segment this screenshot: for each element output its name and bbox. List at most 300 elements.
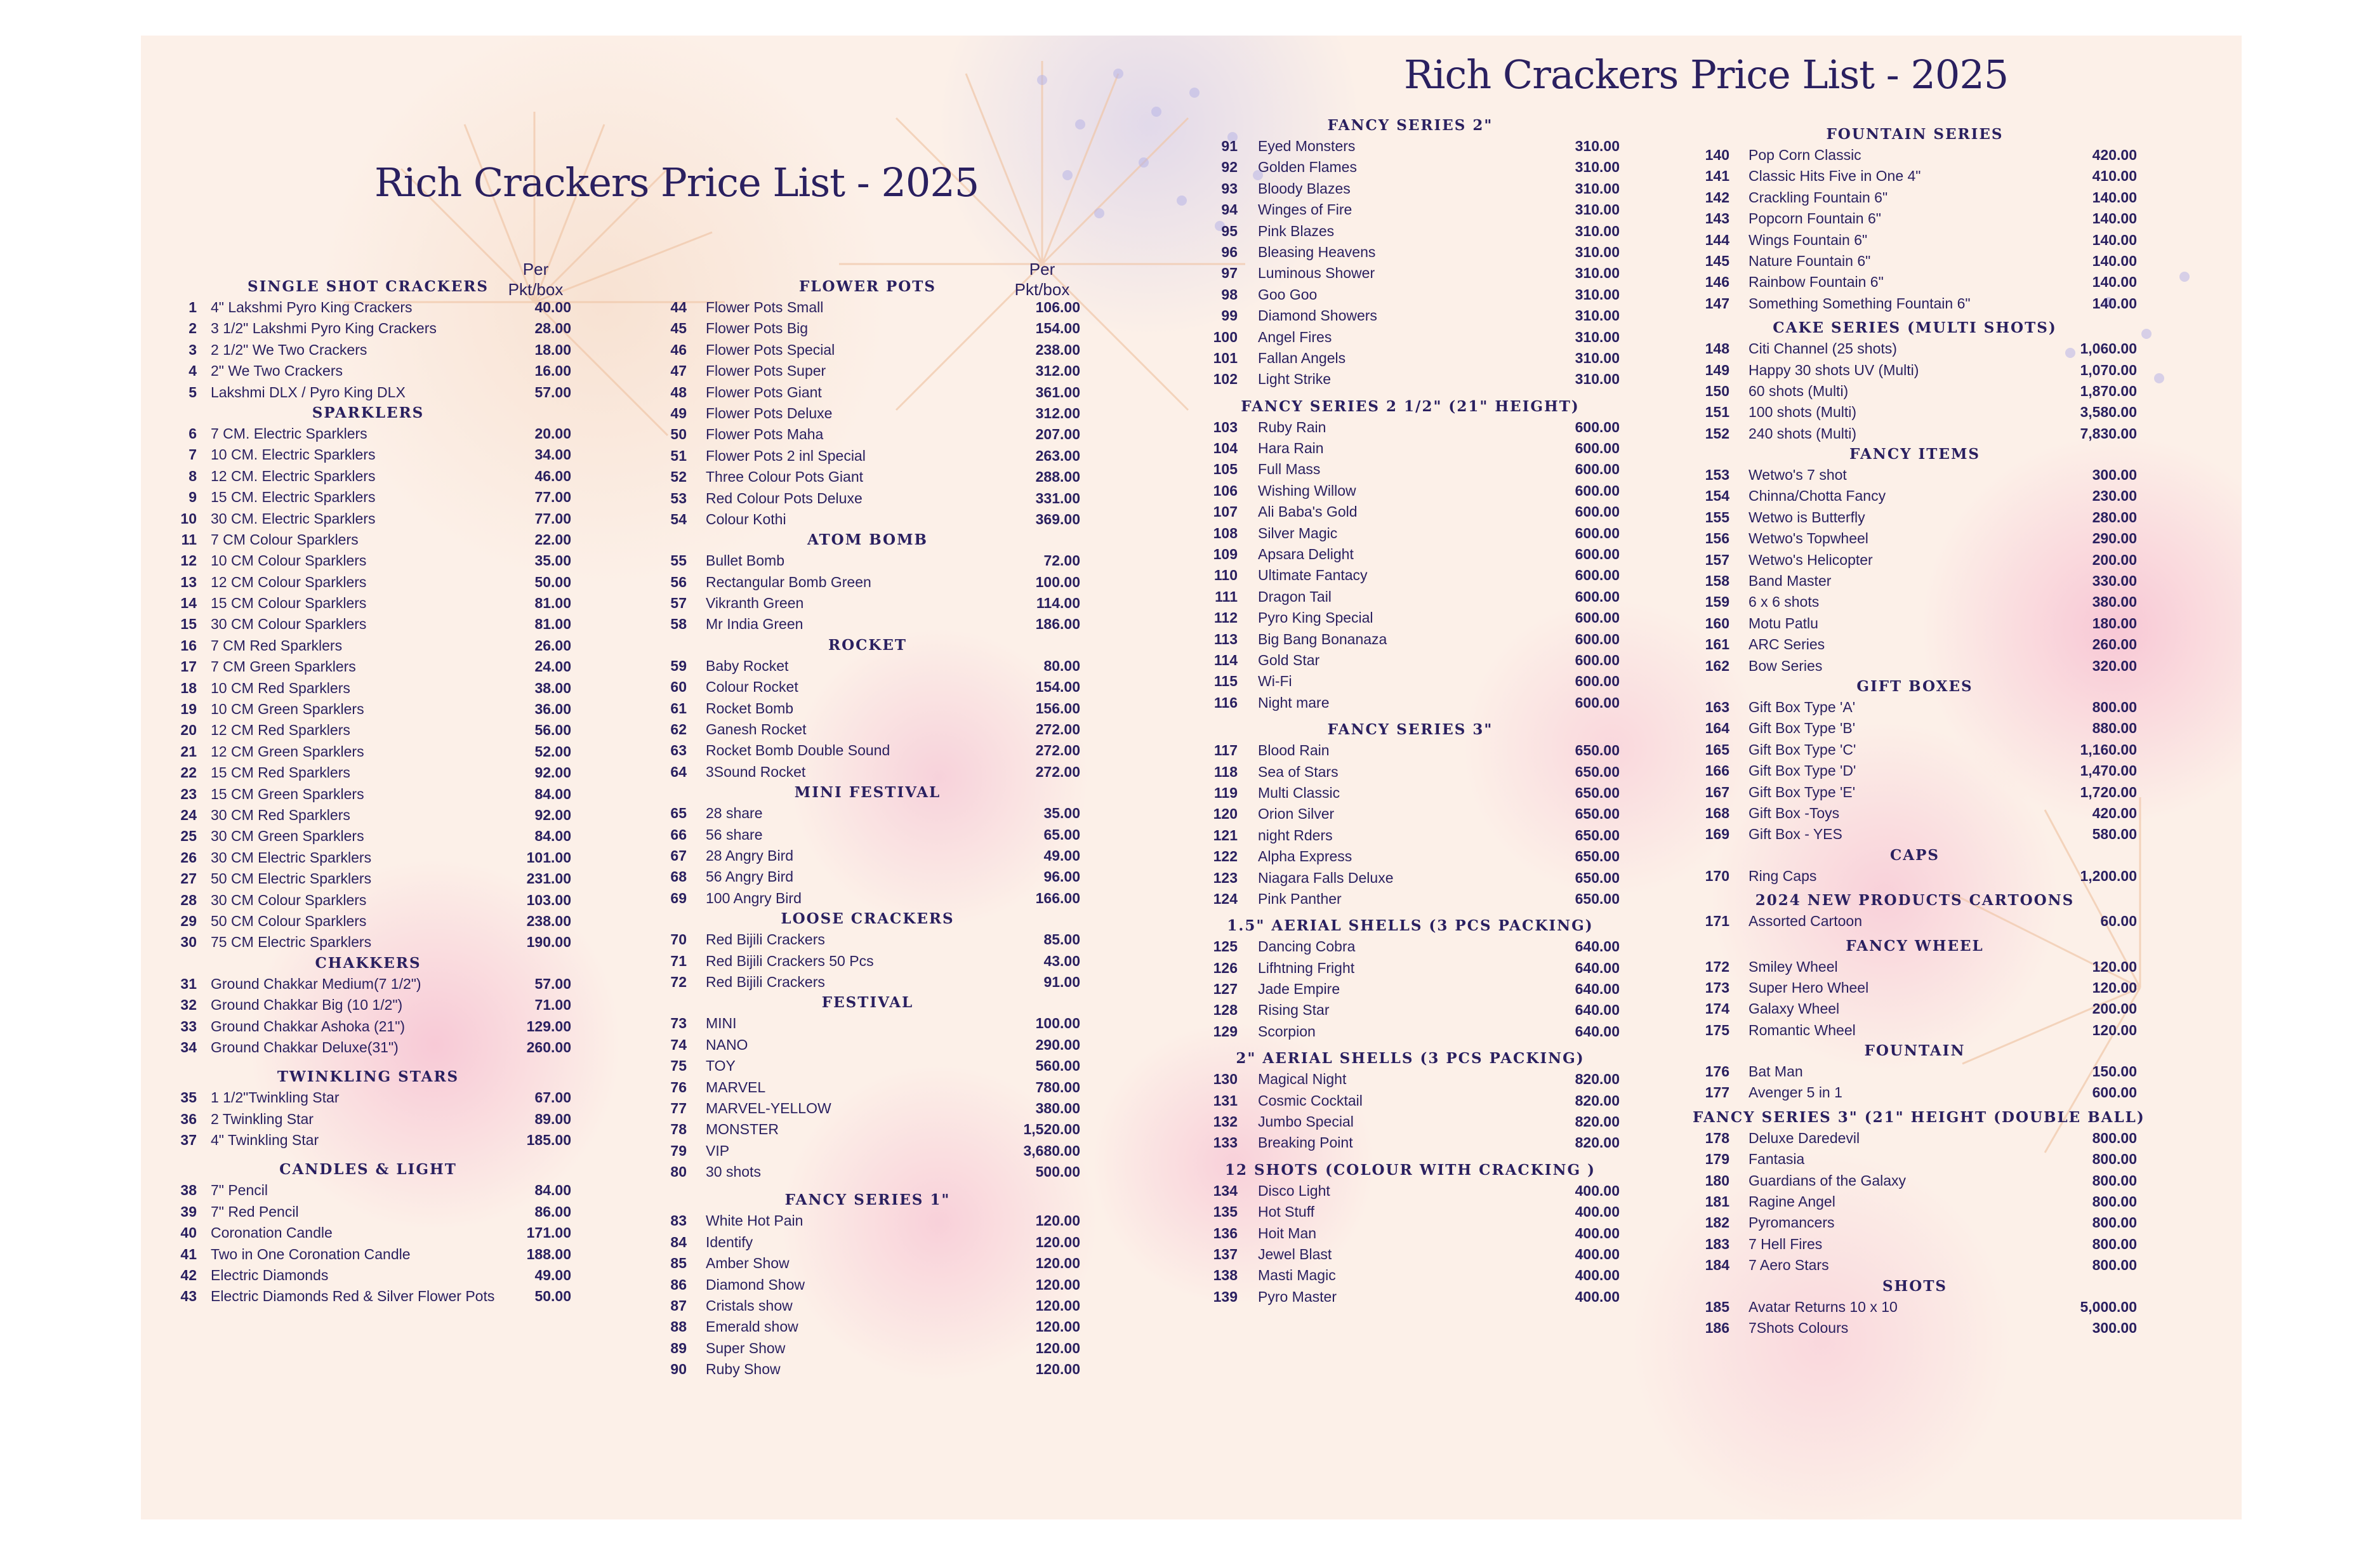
price-row <box>1693 718 2137 739</box>
price-row <box>165 318 571 339</box>
price-row <box>1693 166 2137 187</box>
item-price: 120.00 <box>2092 958 2137 975</box>
item-price: 1,160.00 <box>2080 741 2137 758</box>
section-heading: CAKE SERIES (MULTI SHOTS) <box>1773 319 2057 337</box>
item-name: 1 1/2"Twinkling Star <box>211 1089 340 1106</box>
section-heading: FESTIVAL <box>821 994 914 1012</box>
price-row <box>655 446 1080 466</box>
price-row <box>1201 868 1620 889</box>
item-price: 120.00 <box>2092 979 2137 996</box>
item-name: MONSTER <box>706 1121 779 1138</box>
item-number: 86 <box>670 1276 687 1293</box>
item-price: 188.00 <box>526 1245 571 1262</box>
item-price: 207.00 <box>1035 426 1080 443</box>
price-row <box>165 805 571 826</box>
item-number: 91 <box>1221 138 1238 154</box>
price-row <box>655 593 1080 614</box>
item-price: 331.00 <box>1035 489 1080 506</box>
item-number: 39 <box>180 1203 197 1220</box>
item-name: Avatar Returns 10 x 10 <box>1749 1298 1898 1315</box>
item-number: 5 <box>188 383 197 400</box>
item-name: Rocket Bomb <box>706 699 794 717</box>
item-price: 140.00 <box>2092 189 2137 206</box>
item-price: 230.00 <box>2092 487 2137 505</box>
item-number: 43 <box>180 1288 197 1305</box>
section-heading: FANCY SERIES 3" <box>1327 721 1493 739</box>
item-number: 35 <box>180 1089 197 1106</box>
item-price: 272.00 <box>1035 742 1080 759</box>
item-number: 50 <box>670 426 687 443</box>
item-number: 167 <box>1705 783 1729 800</box>
item-name: MARVEL <box>706 1078 766 1095</box>
item-number: 4 <box>188 362 197 380</box>
item-number: 138 <box>1213 1267 1238 1284</box>
price-row <box>655 1316 1080 1337</box>
item-number: 25 <box>180 828 197 845</box>
item-price: 18.00 <box>534 341 571 358</box>
item-name: 6 x 6 shots <box>1749 593 1820 611</box>
item-number: 172 <box>1705 958 1729 975</box>
price-row <box>655 297 1080 318</box>
item-name: Classic Hits Five in One 4" <box>1749 168 1921 185</box>
item-name: Smiley Wheel <box>1749 958 1838 975</box>
item-price: 800.00 <box>2092 1257 2137 1274</box>
item-number: 59 <box>670 657 687 674</box>
item-price: 880.00 <box>2092 720 2137 737</box>
price-list-sheet <box>141 36 2242 1519</box>
item-price: 190.00 <box>526 934 571 951</box>
item-name: Fallan Angels <box>1258 349 1346 366</box>
item-number: 34 <box>180 1038 197 1055</box>
price-row <box>1693 360 2137 381</box>
item-name: Romantic Wheel <box>1749 1021 1856 1038</box>
item-price: 36.00 <box>534 701 571 718</box>
price-row <box>1201 1181 1620 1201</box>
section-heading: CAPS <box>1889 846 1940 864</box>
item-number: 104 <box>1213 440 1238 457</box>
item-name: 2" We Two Crackers <box>211 362 343 380</box>
item-name: Colour Rocket <box>706 678 798 696</box>
item-name: Ground Chakkar Ashoka (21") <box>211 1017 406 1035</box>
price-row <box>655 698 1080 719</box>
section-heading: TWINKLING STARS <box>277 1068 459 1086</box>
item-number: 118 <box>1213 763 1238 780</box>
item-price: 46.00 <box>534 467 571 484</box>
price-row <box>1693 571 2137 592</box>
item-number: 160 <box>1705 614 1729 632</box>
price-column-2 <box>655 277 1080 1380</box>
item-number: 163 <box>1705 698 1729 715</box>
item-number: 32 <box>180 996 197 1014</box>
item-price: 103.00 <box>526 891 571 908</box>
item-price: 300.00 <box>2092 466 2137 484</box>
item-name: Identify <box>706 1233 753 1250</box>
item-price: 1,870.00 <box>2080 382 2137 399</box>
item-price: 820.00 <box>1575 1071 1620 1088</box>
item-price: 96.00 <box>1043 868 1080 885</box>
item-price: 310.00 <box>1575 307 1620 324</box>
item-number: 63 <box>670 742 687 759</box>
item-name: 15 CM Green Sparklers <box>211 785 364 802</box>
item-number: 73 <box>670 1015 687 1032</box>
item-number: 14 <box>180 595 197 612</box>
item-price: 600.00 <box>1575 503 1620 520</box>
item-number: 67 <box>670 847 687 864</box>
item-name: night Rders <box>1258 826 1333 844</box>
item-number: 92 <box>1221 159 1238 176</box>
price-row <box>1693 1061 2137 1082</box>
item-price: 200.00 <box>2092 1000 2137 1017</box>
item-price: 65.00 <box>1043 826 1080 843</box>
item-number: 173 <box>1705 979 1729 996</box>
price-row <box>165 361 571 381</box>
item-number: 164 <box>1705 720 1729 737</box>
item-name: Ali Baba's Gold <box>1258 503 1358 520</box>
item-name: 30 CM Electric Sparklers <box>211 849 372 866</box>
price-row <box>655 614 1080 635</box>
item-price: 650.00 <box>1575 848 1620 865</box>
price-row <box>655 550 1080 571</box>
item-price: 57.00 <box>534 975 571 992</box>
price-row <box>165 1222 571 1243</box>
item-name: 12 CM Colour Sparklers <box>211 573 367 590</box>
price-row <box>165 1286 571 1307</box>
item-price: 100.00 <box>1035 1015 1080 1032</box>
price-row <box>655 951 1080 972</box>
item-name: Ultimate Fantacy <box>1258 567 1368 584</box>
item-name: Avenger 5 in 1 <box>1749 1084 1842 1101</box>
item-name: 7 Hell Fires <box>1749 1235 1823 1252</box>
item-name: Scorpion <box>1258 1022 1316 1040</box>
item-price: 650.00 <box>1575 826 1620 844</box>
item-price: 166.00 <box>1035 889 1080 906</box>
item-price: 140.00 <box>2092 231 2137 248</box>
item-name: Guardians of the Galaxy <box>1749 1172 1907 1189</box>
item-number: 9 <box>188 489 197 506</box>
item-number: 176 <box>1705 1063 1729 1080</box>
section-heading: SPARKLERS <box>312 404 425 421</box>
price-row <box>165 1016 571 1037</box>
item-name: 15 CM. Electric Sparklers <box>211 489 376 506</box>
item-name: 4" Twinkling Star <box>211 1132 319 1149</box>
price-row <box>1693 1128 2137 1149</box>
price-row <box>655 424 1080 445</box>
item-name: 12 CM Green Sparklers <box>211 743 364 760</box>
item-number: 13 <box>180 573 197 590</box>
item-number: 146 <box>1705 274 1729 291</box>
price-row <box>165 932 571 953</box>
item-price: 140.00 <box>2092 274 2137 291</box>
price-row <box>1693 1212 2137 1233</box>
item-name: Bloody Blazes <box>1258 180 1351 197</box>
price-row <box>655 1013 1080 1034</box>
price-row <box>1693 486 2137 506</box>
item-price: 81.00 <box>534 595 571 612</box>
item-number: 79 <box>670 1142 687 1159</box>
item-number: 89 <box>670 1339 687 1356</box>
price-row <box>1693 866 2137 887</box>
item-name: 12 CM. Electric Sparklers <box>211 467 376 484</box>
price-row <box>1693 1255 2137 1276</box>
item-name: Cosmic Cocktail <box>1258 1092 1363 1109</box>
section-heading: 12 SHOTS (COLOUR WITH CRACKING ) <box>1224 1161 1596 1179</box>
item-name: Pop Corn Classic <box>1749 147 1861 163</box>
item-name: 10 CM Red Sparklers <box>211 679 350 696</box>
item-price: 100.00 <box>1035 573 1080 590</box>
price-column-3 <box>1201 116 1620 1307</box>
item-price: 231.00 <box>526 870 571 887</box>
item-name: 56 Angry Bird <box>706 868 794 885</box>
item-number: 7 <box>188 446 197 463</box>
item-name: Amber Show <box>706 1255 790 1272</box>
item-number: 10 <box>180 510 197 527</box>
item-price: 260.00 <box>2092 636 2137 653</box>
section-heading: GIFT BOXES <box>1856 677 1973 695</box>
item-name: 12 CM Red Sparklers <box>211 722 350 739</box>
item-number: 168 <box>1705 804 1729 821</box>
item-price: 310.00 <box>1575 349 1620 366</box>
item-number: 19 <box>180 701 197 718</box>
item-price: 330.00 <box>2092 572 2137 590</box>
item-price: 238.00 <box>1035 341 1080 358</box>
item-name: 7 CM Green Sparklers <box>211 658 356 675</box>
item-number: 143 <box>1705 210 1729 227</box>
item-name: Popcorn Fountain 6" <box>1749 210 1881 227</box>
item-name: Big Bang Bonanaza <box>1258 630 1387 647</box>
item-number: 20 <box>180 722 197 739</box>
price-row <box>1693 613 2137 634</box>
item-price: 280.00 <box>2092 508 2137 526</box>
price-row <box>165 1037 571 1058</box>
price-row <box>165 550 571 571</box>
item-name: Deluxe Daredevil <box>1749 1129 1860 1146</box>
item-price: 600.00 <box>1575 546 1620 563</box>
item-number: 127 <box>1213 981 1238 998</box>
section-heading: FLOWER POTS <box>798 278 937 295</box>
item-price: 310.00 <box>1575 243 1620 260</box>
price-row <box>1693 145 2137 166</box>
item-price: 43.00 <box>1043 952 1080 969</box>
item-number: 125 <box>1213 938 1238 955</box>
item-price: 600.00 <box>1575 524 1620 541</box>
price-row <box>1693 739 2137 760</box>
item-name: Gold Star <box>1258 651 1320 668</box>
item-name: 50 CM Colour Sparklers <box>211 912 367 929</box>
item-number: 52 <box>670 468 687 486</box>
item-number: 137 <box>1213 1245 1238 1262</box>
item-number: 147 <box>1705 294 1729 312</box>
item-name: Ground Chakkar Deluxe(31") <box>211 1038 399 1055</box>
item-number: 93 <box>1221 180 1238 197</box>
price-row <box>1201 958 1620 979</box>
price-row <box>1693 550 2137 571</box>
price-row <box>655 509 1080 530</box>
section-heading: FANCY SERIES 1" <box>784 1191 951 1209</box>
item-number: 99 <box>1221 307 1238 324</box>
item-number: 28 <box>180 891 197 908</box>
item-price: 186.00 <box>1035 616 1080 633</box>
item-name: Hara Rain <box>1258 440 1324 457</box>
item-price: 120.00 <box>1035 1212 1080 1229</box>
item-number: 156 <box>1705 530 1729 547</box>
item-name: Rocket Bomb Double Sound <box>706 742 890 759</box>
item-number: 103 <box>1213 418 1238 435</box>
item-name: Nature Fountain 6" <box>1749 252 1871 269</box>
item-name: Gift Box Type 'D' <box>1749 762 1856 779</box>
item-number: 133 <box>1213 1134 1238 1151</box>
item-number: 169 <box>1705 826 1729 843</box>
item-price: 420.00 <box>2092 147 2137 163</box>
item-name: Two in One Coronation Candle <box>211 1245 411 1262</box>
item-price: 650.00 <box>1575 742 1620 759</box>
item-price: 600.00 <box>1575 482 1620 499</box>
item-number: 62 <box>670 721 687 738</box>
price-row <box>655 403 1080 424</box>
item-name: 7 Aero Stars <box>1749 1257 1829 1274</box>
price-row <box>1201 348 1620 369</box>
item-number: 96 <box>1221 243 1238 260</box>
price-row <box>165 784 571 805</box>
item-name: Red Bijili Crackers <box>706 973 825 990</box>
item-number: 117 <box>1213 742 1238 759</box>
item-name: 10 CM Green Sparklers <box>211 701 364 718</box>
item-price: 129.00 <box>526 1017 571 1035</box>
price-row <box>1693 230 2137 251</box>
price-row <box>1693 998 2137 1019</box>
item-number: 111 <box>1215 588 1238 605</box>
item-name: Diamond Showers <box>1258 307 1377 324</box>
item-name: Dancing Cobra <box>1258 938 1356 955</box>
price-row <box>1693 1170 2137 1191</box>
price-row <box>1693 1191 2137 1212</box>
item-price: 800.00 <box>2092 698 2137 715</box>
section-heading: FOUNTAIN SERIES <box>1826 126 2004 143</box>
item-price: 600.00 <box>1575 630 1620 647</box>
item-number: 77 <box>670 1099 687 1116</box>
item-name: Gift Box Type 'C' <box>1749 741 1856 758</box>
price-row <box>1201 783 1620 804</box>
item-price: 600.00 <box>1575 651 1620 668</box>
item-name: MARVEL-YELLOW <box>706 1099 831 1116</box>
item-name: Wi-Fi <box>1258 673 1292 690</box>
price-row <box>165 614 571 635</box>
section-heading: 2" AERIAL SHELLS (3 PCS PACKING) <box>1236 1050 1585 1068</box>
item-number: 21 <box>180 743 197 760</box>
price-row <box>165 572 571 593</box>
item-number: 170 <box>1705 867 1729 884</box>
item-name: Red Colour Pots Deluxe <box>706 489 863 506</box>
item-number: 178 <box>1705 1129 1729 1146</box>
item-price: 1,200.00 <box>2080 867 2137 884</box>
item-name: Apsara Delight <box>1258 546 1354 563</box>
item-name: 30 CM Green Sparklers <box>211 828 364 845</box>
item-name: Flower Pots Maha <box>706 426 824 443</box>
item-number: 162 <box>1705 657 1729 674</box>
item-price: 24.00 <box>534 658 571 675</box>
item-name: Wetwo's Topwheel <box>1749 530 1868 547</box>
item-number: 69 <box>670 889 687 906</box>
item-price: 120.00 <box>1035 1339 1080 1356</box>
item-price: 92.00 <box>534 764 571 781</box>
item-number: 142 <box>1705 189 1729 206</box>
item-name: Emerald show <box>706 1318 798 1335</box>
item-number: 70 <box>670 931 687 948</box>
price-row <box>165 1109 571 1130</box>
price-row <box>1201 936 1620 957</box>
item-number: 47 <box>670 362 687 380</box>
price-row <box>655 1035 1080 1055</box>
price-row <box>1201 544 1620 565</box>
item-name: NANO <box>706 1036 748 1053</box>
item-price: 650.00 <box>1575 784 1620 801</box>
price-row <box>1693 592 2137 612</box>
price-row <box>655 1161 1080 1182</box>
item-number: 120 <box>1213 805 1238 823</box>
item-name: 7 CM Red Sparklers <box>211 637 343 654</box>
section-heading: FANCY SERIES 3" (21" HEIGHT (DOUBLE BALL) <box>1693 1108 2145 1126</box>
item-price: 300.00 <box>2092 1319 2137 1336</box>
item-name: 50 CM Electric Sparklers <box>211 870 372 887</box>
item-name: 28 Angry Bird <box>706 847 794 864</box>
item-name: Winges of Fire <box>1258 201 1352 218</box>
item-number: 64 <box>670 763 687 780</box>
item-price: 600.00 <box>2092 1084 2137 1101</box>
item-name: Galaxy Wheel <box>1749 1000 1840 1017</box>
item-price: 77.00 <box>534 489 571 506</box>
item-number: 132 <box>1213 1113 1238 1130</box>
item-price: 640.00 <box>1575 959 1620 976</box>
item-number: 186 <box>1705 1319 1729 1336</box>
item-name: Super Show <box>706 1339 786 1356</box>
item-price: 120.00 <box>1035 1318 1080 1335</box>
item-name: Assorted Cartoon <box>1749 913 1862 930</box>
item-price: 180.00 <box>2092 614 2137 632</box>
item-name: Gift Box - YES <box>1749 826 1842 843</box>
price-row <box>1693 528 2137 549</box>
item-name: Rectangular Bomb Green <box>706 573 871 590</box>
item-price: 820.00 <box>1575 1113 1620 1130</box>
price-row <box>1201 740 1620 761</box>
price-row <box>655 1055 1080 1076</box>
item-price: 820.00 <box>1575 1092 1620 1109</box>
item-price: 600.00 <box>1575 440 1620 457</box>
item-price: 310.00 <box>1575 328 1620 345</box>
price-row <box>1201 1111 1620 1132</box>
item-price: 92.00 <box>534 806 571 823</box>
price-row <box>165 847 571 868</box>
item-number: 31 <box>180 975 197 992</box>
item-price: 1,060.00 <box>2080 340 2137 357</box>
item-number: 57 <box>670 595 687 612</box>
price-row <box>1693 187 2137 208</box>
item-name: Pyro Master <box>1258 1288 1337 1305</box>
section-heading: MINI FESTIVAL <box>794 784 941 802</box>
item-price: 600.00 <box>1575 418 1620 435</box>
item-number: 48 <box>670 383 687 400</box>
item-number: 78 <box>670 1121 687 1138</box>
item-number: 136 <box>1213 1224 1238 1241</box>
price-row <box>1693 760 2137 781</box>
item-price: 86.00 <box>534 1203 571 1220</box>
price-row <box>165 868 571 889</box>
price-row <box>1201 1287 1620 1307</box>
item-price: 820.00 <box>1575 1134 1620 1151</box>
item-name: Sea of Stars <box>1258 763 1339 780</box>
item-name: Pyro King Special <box>1258 609 1373 626</box>
item-name: 100 Angry Bird <box>706 889 802 906</box>
price-row <box>655 929 1080 950</box>
price-row <box>165 1087 571 1108</box>
